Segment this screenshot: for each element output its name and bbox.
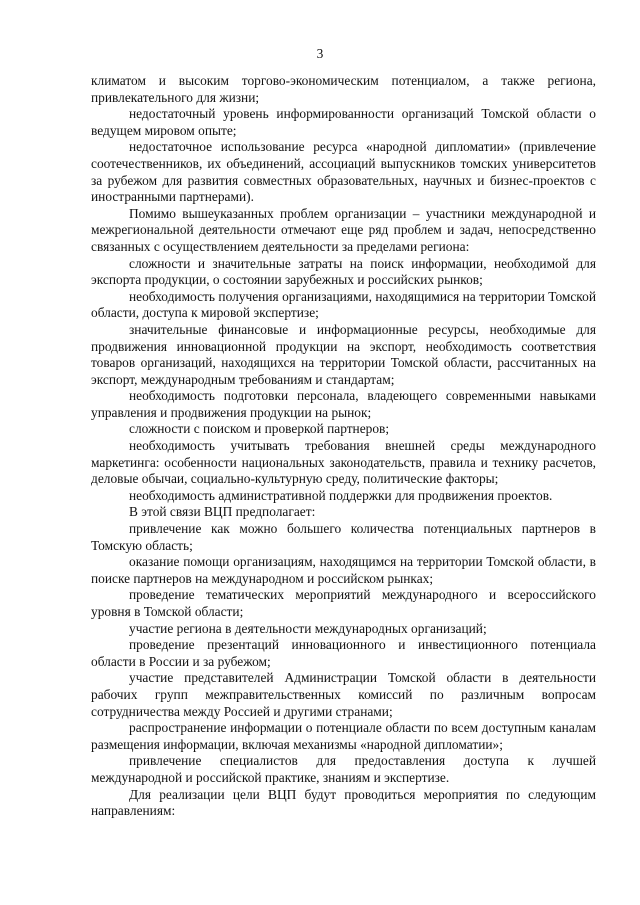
paragraph: климатом и высоким торгово-экономическим потенциалом, а также региона, привлекательного для жизни; <box>91 73 596 105</box>
paragraph: Для реализации цели ВЦП будут проводиться мероприятия по следующим направлениям: <box>91 786 596 819</box>
paragraph: недостаточное использование ресурса «народной дипломатии» (привлечение соотечественников, их объединений, ассоциаций выпускников томских университетов за рубежом для развития совместных образовательных, научных и бизнес-проектов с иностранными партнерами). <box>91 139 596 205</box>
paragraph: участие региона в деятельности международных организаций; <box>129 620 487 636</box>
paragraph: оказание помощи организациям, находящимся на территории Томской области, в поиске партнеров на международном и российском рынках; <box>91 554 596 586</box>
paragraph: привлечение как можно большего количества потенциальных партнеров в Томскую область; <box>91 521 596 553</box>
paragraph: привлечение специалистов для предоставления доступа к лучшей международной и российской практике, знаниям и экспертизе. <box>91 753 596 785</box>
paragraph: проведение тематических мероприятий международного и всероссийского уровня в Томской области; <box>91 587 596 619</box>
page-number: 3 <box>316 46 324 61</box>
paragraph: проведение презентаций инновационного и инвестиционного потенциала области в России и за рубежом; <box>91 637 596 669</box>
paragraph: сложности с поиском и проверкой партнеров; <box>129 421 390 437</box>
paragraph: Помимо вышеуказанных проблем организации – участники международной и межрегиональной деятельности отмечают еще ряд проблем и задач, непосредственно связанных с осуществлением деятельности за пределами региона: <box>91 205 596 254</box>
paragraph: необходимость подготовки персонала, владеющего современными навыками управления и продвижения продукции на рынок; <box>91 388 596 420</box>
paragraph: необходимость учитывать требования внешней среды международного маркетинга: особенности национальных законодательств, правила и технику расчетов, деловые обычаи, социально-культурную среду, политические факторы; <box>91 438 596 487</box>
paragraph: значительные финансовые и информационные ресурсы, необходимые для продвижения инновационной продукции на экспорт, необходимость соответствия товаров организаций, находящихся на территории Томской области, рассчитанных на экспорт, международным требованиям и стандартам; <box>91 321 596 387</box>
paragraph: необходимость административной поддержки для продвижения проектов. <box>129 487 553 503</box>
paragraph: распространение информации о потенциале области по всем доступным каналам размещения информации, включая механизмы «народной дипломатии»; <box>91 720 596 752</box>
paragraph: участие представителей Администрации Томской области в деятельности рабочих групп межправительственных комиссий по различным вопросам сотрудничества между Россией и другими странами; <box>91 670 596 719</box>
paragraph: В этой связи ВЦП предполагает: <box>129 504 316 520</box>
document-body <box>91 73 596 820</box>
paragraph: необходимость получения организациями, находящимися на территории Томской области, доступа к мировой экспертизе; <box>91 288 596 321</box>
paragraph: сложности и значительные затраты на поиск информации, необходимой для экспорта продукции, о состоянии зарубежных и российских рынков; <box>91 255 596 288</box>
paragraph: недостаточный уровень информированности организаций Томской области о ведущем мировом опыте; <box>91 106 596 138</box>
